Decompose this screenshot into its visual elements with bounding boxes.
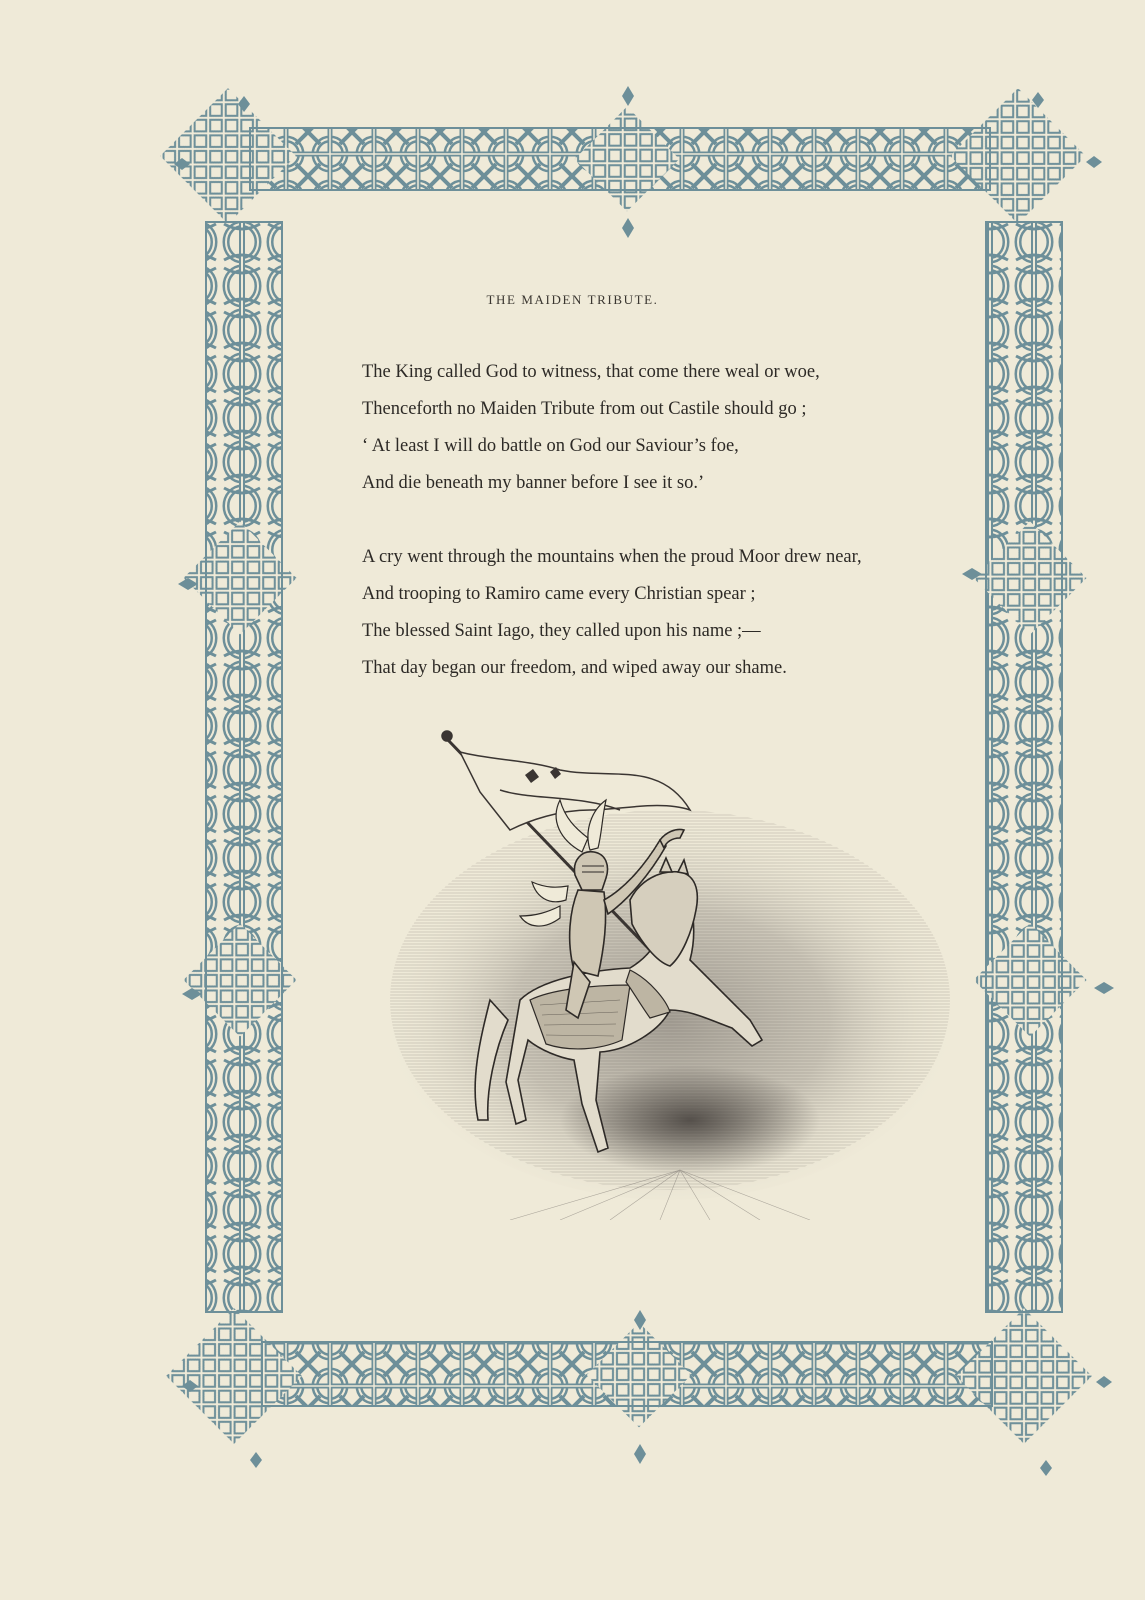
poem-line: That day began our freedom, and wiped away our shame. — [362, 658, 787, 678]
poem-line: A cry went through the mountains when the proud Moor drew near, — [362, 547, 862, 567]
poem-line: The King called God to witness, that come there weal or woe, — [362, 362, 820, 382]
page-running-title: THE MAIDEN TRIBUTE. — [486, 292, 659, 307]
poem-stanza-1 — [362, 354, 982, 502]
poem-stanza-2 — [362, 539, 982, 687]
poem-line: And die beneath my banner before I see it so.’ — [362, 473, 705, 493]
poem-line: ‘ At least I will do battle on God our Saviour’s foe, — [362, 436, 739, 456]
knight-on-horse-engraving — [360, 700, 980, 1220]
poem-line: Thenceforth no Maiden Tribute from out Castile should go ; — [362, 399, 807, 419]
poem-line: The blessed Saint Iago, they called upon his name ;— — [362, 621, 761, 641]
poem-line: And trooping to Ramiro came every Christian spear ; — [362, 584, 756, 604]
